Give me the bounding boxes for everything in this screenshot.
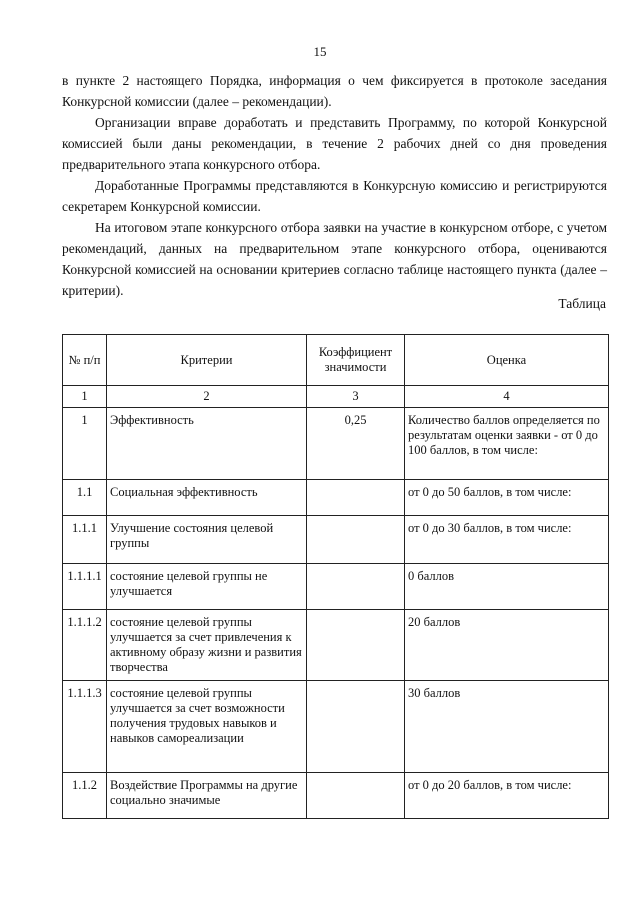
paragraph-2: Организации вправе доработать и представить Программу, по которой Конкурсной комиссией были даны рекомендации, в течение 2 рабочих дней со дня проведения предварительного этапа конкурсного отбора.	[62, 115, 607, 172]
row-coefficient	[307, 480, 405, 516]
header-score: Оценка	[405, 335, 609, 386]
row-criterion: Воздействие Программы на другие социально значимые	[107, 773, 307, 819]
row-score: 0 баллов	[405, 564, 609, 610]
row-coefficient	[307, 681, 405, 773]
table-row	[63, 408, 609, 480]
row-coefficient	[307, 564, 405, 610]
row-number: 1.1.1.2	[63, 610, 107, 681]
header-criteria: Критерии	[107, 335, 307, 386]
row-criterion: состояние целевой группы не улучшается	[107, 564, 307, 610]
table-row	[63, 480, 609, 516]
row-score: 30 баллов	[405, 681, 609, 773]
row-score: от 0 до 20 баллов, в том числе:	[405, 773, 609, 819]
body-text	[62, 70, 607, 301]
row-score: от 0 до 30 баллов, в том числе:	[405, 516, 609, 564]
column-number: 3	[307, 386, 405, 408]
table-row	[63, 610, 609, 681]
table-row	[63, 681, 609, 773]
row-number: 1.1.1	[63, 516, 107, 564]
page-number: 15	[313, 44, 327, 59]
row-score: 20 баллов	[405, 610, 609, 681]
column-number: 4	[405, 386, 609, 408]
paragraph-3: Доработанные Программы представляются в Конкурсную комиссию и регистрируются секретарем Конкурсной комиссии.	[62, 178, 607, 214]
row-number: 1.1.2	[63, 773, 107, 819]
table-row	[63, 564, 609, 610]
header-num: № п/п	[63, 335, 107, 386]
row-number: 1.1.1.3	[63, 681, 107, 773]
row-number: 1.1	[63, 480, 107, 516]
row-criterion: Социальная эффективность	[107, 480, 307, 516]
row-number: 1.1.1.1	[63, 564, 107, 610]
row-score: Количество баллов определяется по результатам оценки заявки - от 0 до 100 баллов, в том числе:	[405, 408, 609, 480]
row-number: 1	[63, 408, 107, 480]
criteria-table	[62, 334, 609, 819]
paragraph-4: На итоговом этапе конкурсного отбора заявки на участие в конкурсном отборе, с учетом рекомендаций, данных на предварительном этапе конкурсного отбора, оцениваются Конкурсной комиссией на основании критериев согласно таблице настоящего пункта (далее – критерии).	[62, 220, 607, 298]
paragraph-1: в пункте 2 настоящего Порядка, информация о чем фиксируется в протоколе заседания Конкурсной комиссии (далее – рекомендации).	[62, 73, 607, 109]
row-coefficient	[307, 773, 405, 819]
column-number-row	[63, 386, 609, 408]
row-coefficient	[307, 610, 405, 681]
row-score: от 0 до 50 баллов, в том числе:	[405, 480, 609, 516]
table-label: Таблица	[558, 296, 606, 311]
row-criterion: Эффективность	[107, 408, 307, 480]
row-criterion: Улучшение состояния целевой группы	[107, 516, 307, 564]
row-criterion: состояние целевой группы улучшается за счет привлечения к активному образу жизни и развития творчества	[107, 610, 307, 681]
header-coefficient: Коэффициент значимости	[307, 335, 405, 386]
table-row	[63, 773, 609, 819]
table-header-row	[63, 335, 609, 386]
column-number: 1	[63, 386, 107, 408]
column-number: 2	[107, 386, 307, 408]
row-coefficient	[307, 516, 405, 564]
row-coefficient: 0,25	[307, 408, 405, 480]
row-criterion: состояние целевой группы улучшается за счет возможности получения трудовых навыков и навыков самореализации	[107, 681, 307, 773]
table-row	[63, 516, 609, 564]
